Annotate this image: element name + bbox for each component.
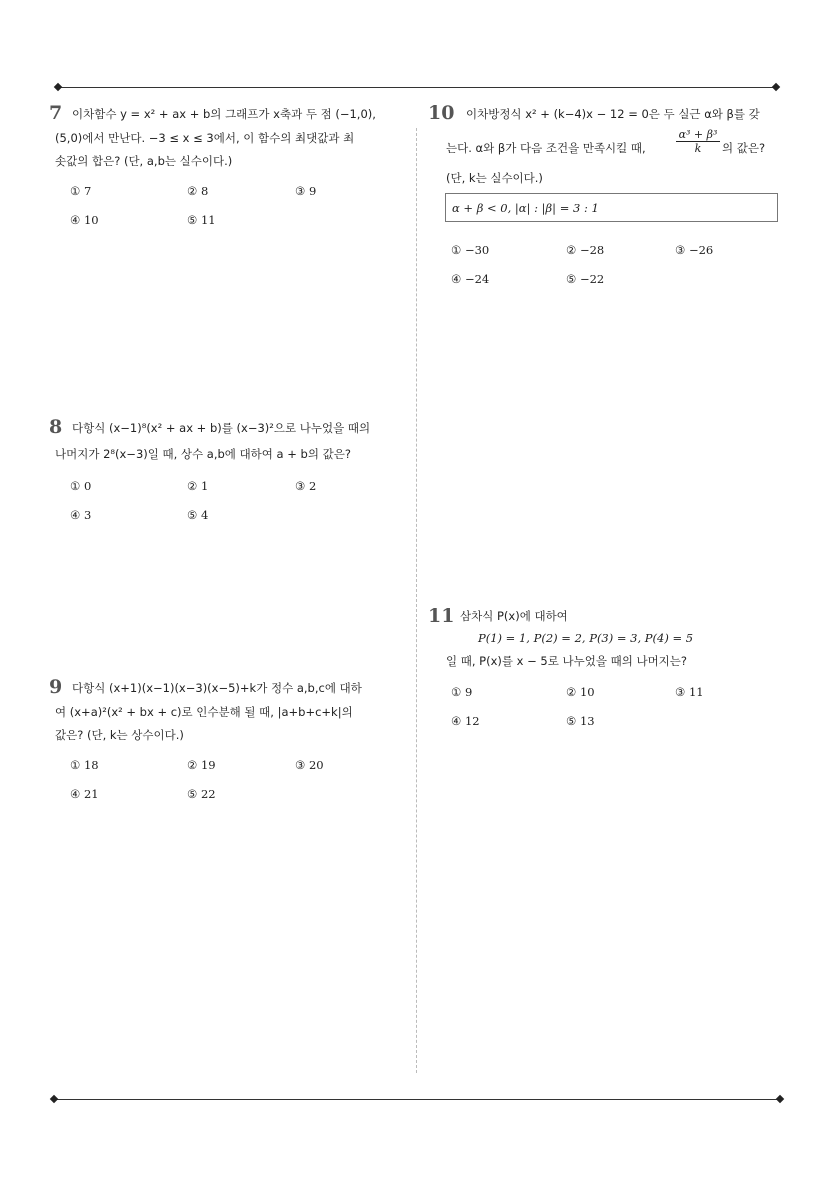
question-7-option-4[interactable]: ④ 10 (70, 213, 99, 227)
question-11-option-2[interactable]: ② 10 (566, 685, 595, 699)
question-10-option-4[interactable]: ④ −24 (451, 272, 490, 286)
question-7-line-3: 솟값의 합은? (단, a,b는 실수이다.) (55, 154, 233, 168)
question-8-option-3[interactable]: ③ 2 (295, 479, 317, 493)
question-9-option-5[interactable]: ⑤ 22 (187, 787, 216, 801)
question-9-option-1[interactable]: ① 18 (70, 758, 99, 772)
bottom-rule-right-dot (776, 1095, 784, 1103)
question-8-option-1[interactable]: ① 0 (70, 479, 92, 493)
question-10-line-3: (단, k는 실수이다.) (446, 171, 543, 185)
question-10-option-2[interactable]: ② −28 (566, 243, 605, 257)
question-7-number: 7 (49, 102, 63, 124)
question-8-line-1: 다항식 (x−1)⁸(x² + ax + b)를 (x−3)²으로 나누었을 때의 (72, 421, 371, 435)
question-10-line-1: 이차방정식 x² + (k−4)x − 12 = 0은 두 실근 α와 β를 갖 (466, 107, 760, 121)
question-10-fraction (676, 128, 720, 155)
question-10-option-5[interactable]: ⑤ −22 (566, 272, 605, 286)
question-7-option-3[interactable]: ③ 9 (295, 184, 317, 198)
top-rule-left-dot (54, 83, 62, 91)
question-11-option-3[interactable]: ③ 11 (675, 685, 704, 699)
question-9-line-3: 값은? (단, k는 상수이다.) (55, 728, 184, 742)
question-10-option-3[interactable]: ③ −26 (675, 243, 714, 257)
question-10-condition-box: α + β < 0, |α| : |β| = 3 : 1 (445, 193, 778, 222)
question-8-option-2[interactable]: ② 1 (187, 479, 209, 493)
question-9-number: 9 (49, 676, 63, 698)
question-10-number: 10 (428, 102, 455, 124)
question-11-line-3: 일 때, P(x)를 x − 5로 나누었을 때의 나머지는? (446, 654, 687, 668)
bottom-rule-left-dot (50, 1095, 58, 1103)
question-8-option-4[interactable]: ④ 3 (70, 508, 92, 522)
question-9-option-4[interactable]: ④ 21 (70, 787, 99, 801)
question-11-option-5[interactable]: ⑤ 13 (566, 714, 595, 728)
bottom-rule (54, 1099, 780, 1100)
question-7-option-1[interactable]: ① 7 (70, 184, 92, 198)
question-9-option-2[interactable]: ② 19 (187, 758, 216, 772)
question-9-option-3[interactable]: ③ 20 (295, 758, 324, 772)
question-8-option-5[interactable]: ⑤ 4 (187, 508, 209, 522)
top-rule (58, 87, 777, 88)
question-11-option-1[interactable]: ① 9 (451, 685, 473, 699)
question-11-line-1: 삼차식 P(x)에 대하여 (460, 609, 568, 623)
fraction-denominator: k (694, 142, 702, 155)
question-8-line-2: 나머지가 2⁸(x−3)일 때, 상수 a,b에 대하여 a + b의 값은? (55, 447, 351, 461)
question-7-option-5[interactable]: ⑤ 11 (187, 213, 216, 227)
question-11-number: 11 (428, 605, 455, 627)
column-divider (416, 128, 417, 1073)
question-11-option-4[interactable]: ④ 12 (451, 714, 480, 728)
question-11-line-2: P(1) = 1, P(2) = 2, P(3) = 3, P(4) = 5 (478, 631, 694, 645)
question-10-line-2a: 는다. α와 β가 다음 조건을 만족시킬 때, (446, 141, 646, 155)
question-10-line-2b: 의 값은? (722, 141, 766, 155)
fraction-numerator: α³ + β³ (676, 128, 720, 142)
question-7-line-2: (5,0)에서 만난다. −3 ≤ x ≤ 3에서, 이 함수의 최댓값과 최 (55, 131, 355, 145)
question-7-line-1: 이차함수 y = x² + ax + b의 그래프가 x축과 두 점 (−1,0), (72, 107, 376, 121)
question-7-option-2[interactable]: ② 8 (187, 184, 209, 198)
question-9-line-2: 여 (x+a)²(x² + bx + c)로 인수분해 될 때, |a+b+c+k|의 (55, 705, 353, 719)
question-10-option-1[interactable]: ① −30 (451, 243, 490, 257)
top-rule-right-dot (772, 83, 780, 91)
question-8-number: 8 (49, 416, 63, 438)
question-9-line-1: 다항식 (x+1)(x−1)(x−3)(x−5)+k가 정수 a,b,c에 대하 (72, 681, 362, 695)
